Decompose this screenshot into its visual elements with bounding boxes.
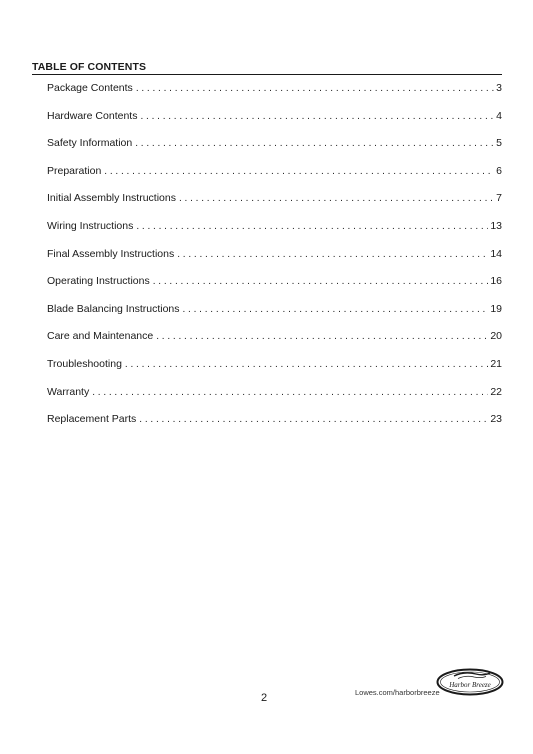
toc-entry-page: 23 [490, 413, 502, 426]
toc-entry-page: 3 [496, 82, 502, 94]
toc-dot-leader [133, 81, 494, 97]
toc-entry-page: 19 [490, 302, 502, 315]
toc-entry-label: Troubleshooting [47, 357, 122, 370]
toc-entry-label: Hardware Contents [47, 109, 138, 122]
toc-dot-leader [180, 302, 489, 318]
toc-dot-leader [101, 164, 494, 180]
toc-entry-label: Package Contents [47, 82, 133, 94]
toc-entry-label: Care and Maintenance [47, 330, 154, 343]
toc-list [47, 80, 502, 439]
toc-entry-page: 14 [490, 247, 502, 260]
toc-entry-page: 6 [496, 164, 502, 177]
toc-entry-page: 20 [490, 330, 502, 343]
toc-entry-label: Safety Information [47, 137, 133, 150]
toc-dot-leader [89, 385, 488, 401]
toc-entry [47, 190, 502, 218]
logo-wordmark: Harbor Breeze [449, 681, 491, 689]
toc-entry [47, 411, 502, 439]
toc-entry-label: Operating Instructions [47, 275, 150, 288]
toc-entry-page: 13 [490, 219, 502, 232]
toc-entry-label: Initial Assembly Instructions [47, 192, 176, 205]
toc-dot-leader [153, 329, 488, 345]
toc-entry-page: 4 [496, 109, 502, 122]
toc-dot-leader [176, 191, 494, 207]
toc-entry-label: Final Assembly Instructions [47, 247, 175, 260]
toc-entry-page: 21 [490, 357, 502, 370]
toc-dot-leader [174, 247, 488, 263]
toc-entry-page: 16 [490, 275, 502, 288]
toc-dot-leader [132, 136, 494, 152]
toc-entry [47, 163, 502, 191]
toc-entry [47, 356, 502, 384]
toc-dot-leader [150, 274, 489, 290]
toc-entry [47, 328, 502, 356]
toc-entry-label: Warranty [47, 385, 90, 398]
toc-entry-page: 22 [490, 385, 502, 398]
toc-entry-label: Blade Balancing Instructions [47, 302, 180, 315]
toc-entry [47, 108, 502, 136]
toc-heading: TABLE OF CONTENTS [32, 61, 502, 75]
toc-entry [47, 218, 502, 246]
toc-entry-label: Preparation [47, 164, 102, 177]
toc-entry [47, 135, 502, 163]
toc-dot-leader [122, 357, 488, 373]
toc-dot-leader [137, 109, 494, 125]
toc-entry-page: 7 [496, 192, 502, 205]
toc-dot-leader [133, 219, 488, 235]
toc-dot-leader [136, 412, 488, 428]
site-url: Lowes.com/harborbreeze [355, 688, 440, 697]
toc-entry [47, 384, 502, 412]
toc-entry [47, 301, 502, 329]
toc-entry [47, 273, 502, 301]
toc-entry-label: Replacement Parts [47, 413, 137, 426]
page-number: 2 [261, 692, 268, 704]
toc-entry [47, 246, 502, 274]
toc-entry-label: Wiring Instructions [47, 219, 134, 232]
harbor-breeze-logo-icon [436, 668, 504, 696]
toc-entry [47, 80, 502, 108]
toc-entry-page: 5 [496, 137, 502, 150]
